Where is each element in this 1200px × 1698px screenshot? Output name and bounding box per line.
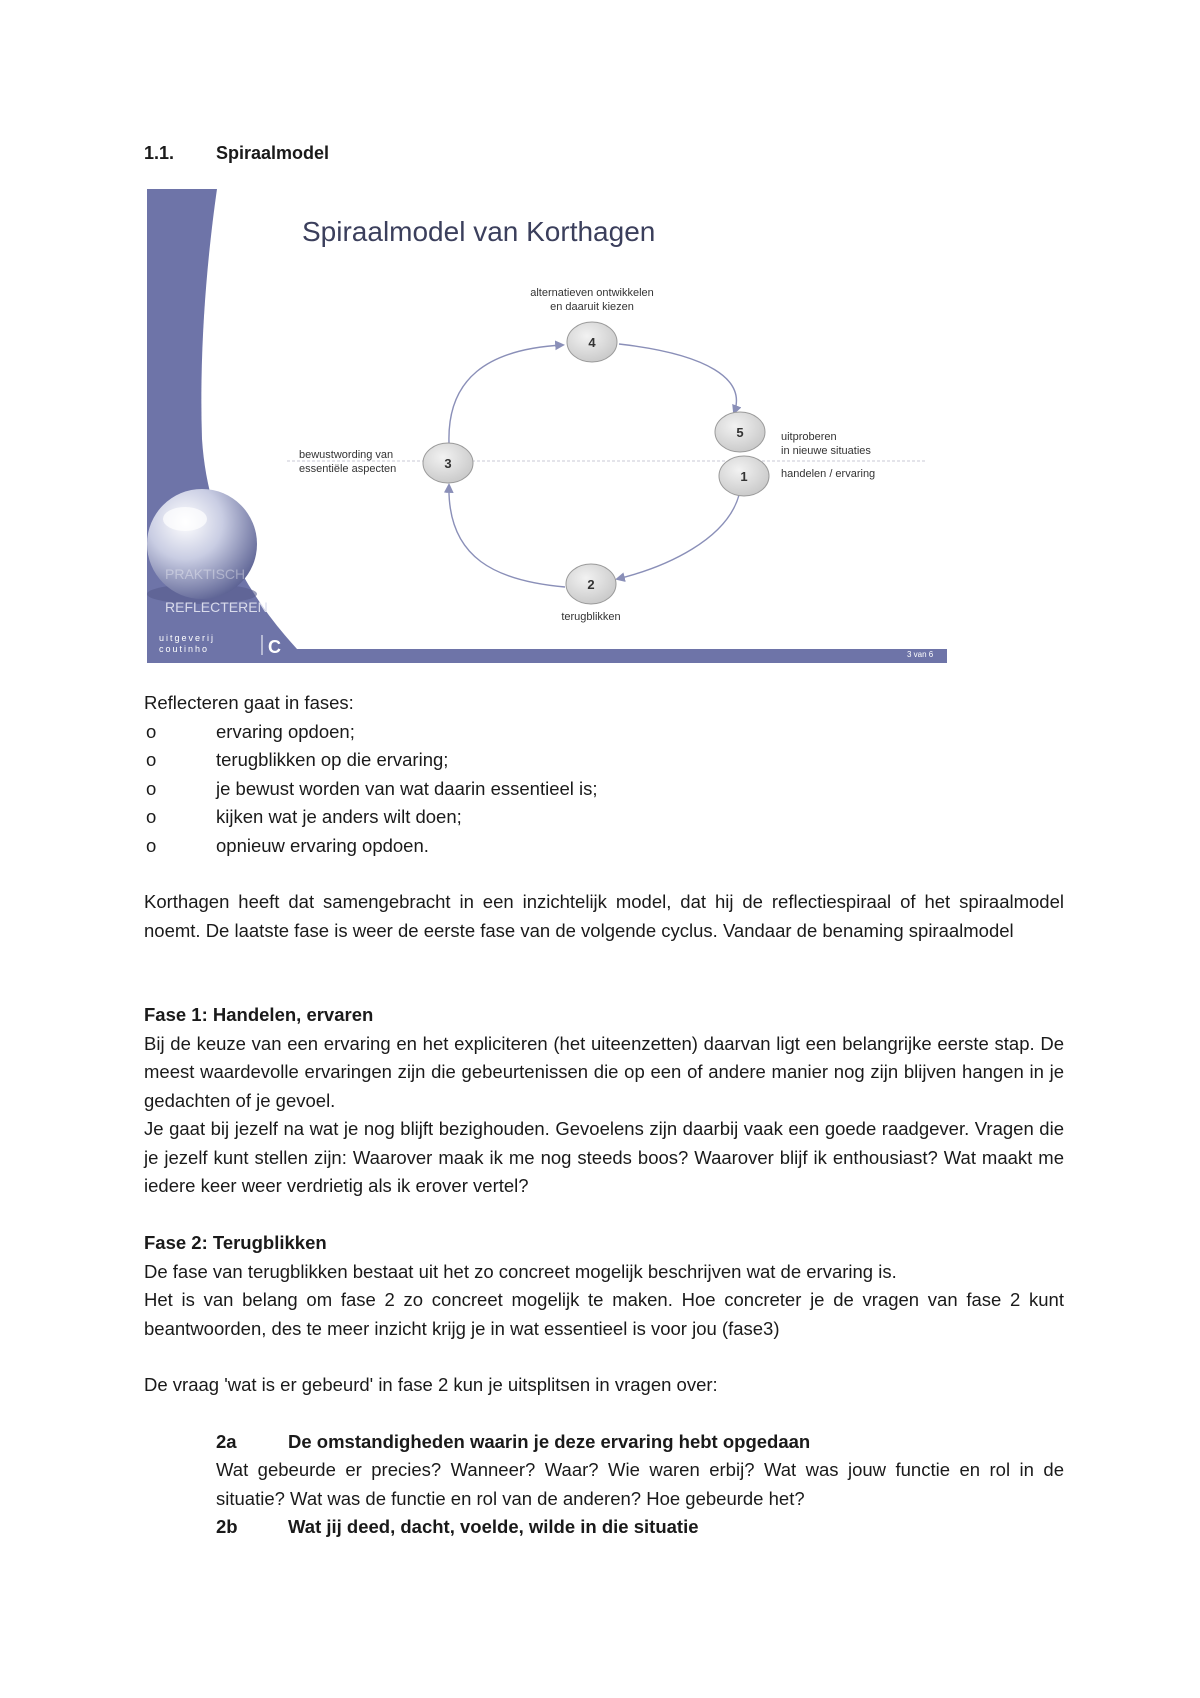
phase-4-label-line1: alternatieven ontwikkelen <box>530 287 654 299</box>
list-item-text: ervaring opdoen; <box>216 720 355 742</box>
fase2-sub-b <box>144 1513 1064 1542</box>
phases-intro-block <box>144 689 1064 860</box>
list-item-text: terugblikken op die ervaring; <box>216 749 449 770</box>
list-item-text: opnieuw ervaring opdoen. <box>216 834 429 856</box>
bullet-mark: o <box>146 720 157 742</box>
bullet-mark: o <box>146 806 157 827</box>
publisher-logo-mark: C <box>268 637 281 657</box>
section-title: Spiraalmodel <box>216 143 330 163</box>
phase-node-1 <box>719 456 769 496</box>
sub-b-code: 2b <box>216 1516 238 1537</box>
phases-list <box>144 718 1064 861</box>
list-item <box>144 718 1064 747</box>
fase2-paragraph-2: Het is van belang om fase 2 zo concreet mogelijk te maken. Hoe concreter je de vragen van fase 2 kunt beantwoorden, des te meer inzicht krijg je in wat essentieel is voor jou (fase3) <box>144 1289 1064 1339</box>
fase2-paragraph-3: De vraag 'wat is er gebeurd' in fase 2 kun je uitsplitsen in vragen over: <box>144 1374 718 1395</box>
sub-a-code: 2a <box>216 1430 237 1452</box>
section-number: 1.1. <box>144 143 175 163</box>
phase-3-number: 3 <box>444 456 452 471</box>
phase-node-5 <box>715 412 765 452</box>
bullet-mark: o <box>146 777 157 799</box>
spiral-model-slide <box>147 189 947 663</box>
logo-text-bottom: REFLECTEREN <box>165 599 268 615</box>
phase-2-label: terugblikken <box>561 611 621 623</box>
publisher-name-line1: uitgeverij <box>159 633 216 643</box>
sub-b-heading: Wat jij deed, dacht, voelde, wilde in die situatie <box>288 1516 699 1537</box>
list-item <box>144 775 1064 804</box>
phase-4-label-line2: en daaruit kiezen <box>550 301 634 313</box>
phase-1-number: 1 <box>740 469 748 484</box>
fase2-sub-a <box>144 1428 1064 1514</box>
slide-title: Spiraalmodel van Korthagen <box>302 216 656 247</box>
list-item <box>144 832 1064 861</box>
phase-node-3 <box>423 443 473 483</box>
sub-a-text: Wat gebeurde er precies? Wanneer? Waar? Wie waren erbij? Wat was jouw functie en rol in de situatie? Wat was de functie en rol van de anderen? Hoe gebeurde het? <box>216 1459 1064 1509</box>
intro-text: Reflecteren gaat in fases: <box>144 692 354 713</box>
list-item <box>144 746 1064 775</box>
phase-3-label-line1: bewustwording van <box>299 449 394 461</box>
bullet-mark: o <box>146 749 157 770</box>
fase1-block <box>144 1001 1064 1201</box>
phase-2-number: 2 <box>587 577 595 592</box>
phase-5-number: 5 <box>736 425 744 440</box>
fase1-heading: Fase 1: Handelen, ervaren <box>144 1004 374 1025</box>
bullet-mark: o <box>146 834 157 856</box>
list-item-text: kijken wat je anders wilt doen; <box>216 806 462 827</box>
phase-node-4 <box>567 322 617 362</box>
korthagen-paragraph: Korthagen heeft dat samengebracht in een inzichtelijk model, dat hij de reflectiespiraal of het spiraalmodel noemt. De laatste fase is weer de eerste fase van de volgende cyclus. Vandaar de benaming spiraalmodel <box>144 891 1064 941</box>
list-item-text: je bewust worden van wat daarin essentieel is; <box>216 777 598 799</box>
phase-3-label-line2: essentiële aspecten <box>299 463 397 475</box>
phase-node-2 <box>566 564 616 604</box>
sub-a-heading: De omstandigheden waarin je deze ervaring hebt opgedaan <box>288 1430 811 1452</box>
fase2-block <box>144 1229 1064 1542</box>
phase-5-label-line1: uitproberen <box>781 431 837 443</box>
fase2-heading: Fase 2: Terugblikken <box>144 1232 327 1253</box>
fase2-paragraph-1: De fase van terugblikken bestaat uit het zo concreet mogelijk beschrijven wat de ervaring is. <box>144 1260 897 1282</box>
logo-text-top: PRAKTISCH <box>165 566 246 582</box>
phase-1-label: handelen / ervaring <box>781 468 876 480</box>
list-item <box>144 803 1064 832</box>
fase1-paragraph-1: Bij de keuze van een ervaring en het expliciteren (het uiteenzetten) daarvan ligt een belangrijke eerste stap. De meest waardevolle ervaringen zijn die gebeurtenissen die op een of andere manier nog zijn blijven hangen in je gedachten of je gevoel. <box>144 1032 1064 1111</box>
publisher-name-line2: coutinho <box>159 644 210 654</box>
slide-page-indicator: 3 van 6 <box>907 650 934 659</box>
section-heading <box>144 143 329 164</box>
sphere-logo <box>147 489 257 599</box>
phase-5-label-line2: in nieuwe situaties <box>781 445 871 457</box>
sphere-highlight <box>163 507 207 531</box>
fase1-paragraph-2: Je gaat bij jezelf na wat je nog blijft bezighouden. Gevoelens zijn daarbij vaak een goede raadgever. Vragen die je jezelf kunt stellen zijn: Waarover maak ik me nog steeds boos? Waarover blijf ik enthousiast? Wat maakt me iedere keer weer verdrietig als ik erover vertel? <box>144 1118 1064 1196</box>
phase-4-number: 4 <box>588 335 596 350</box>
